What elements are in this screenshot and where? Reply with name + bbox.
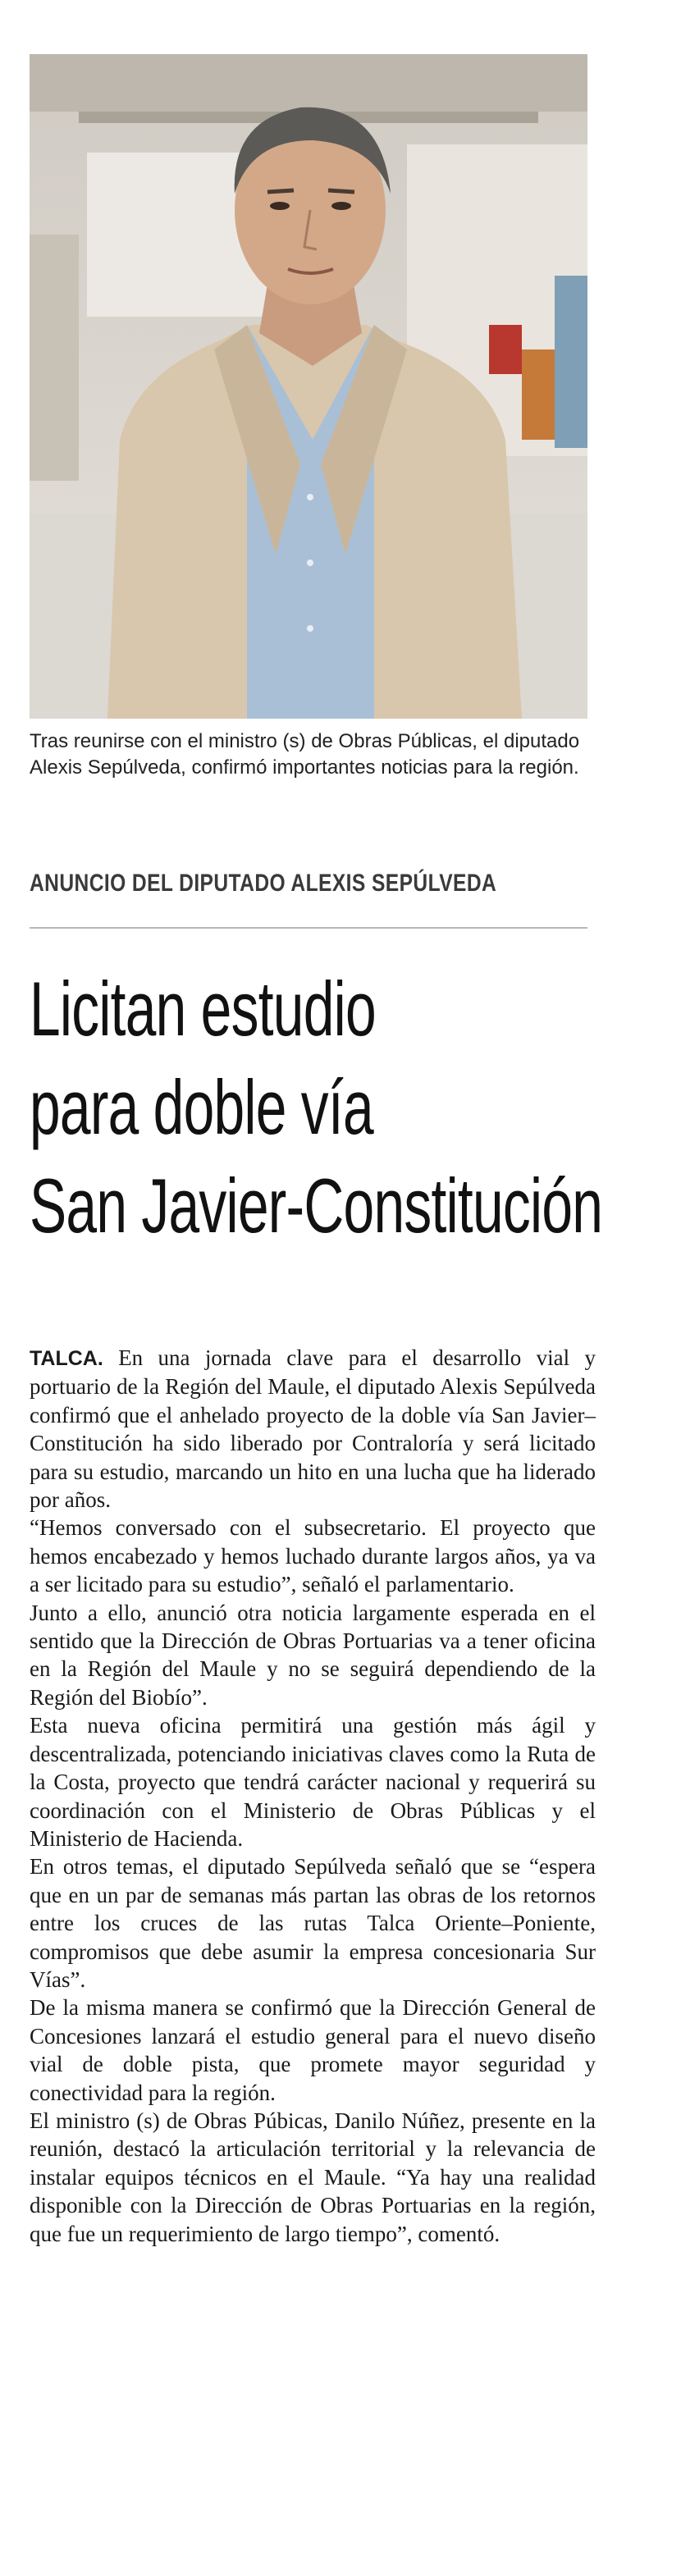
photo-caption: Tras reunirse con el ministro (s) de Obras Públicas, el diputado Alexis Sepúlveda, confirmó importantes noticias para la región. (30, 730, 580, 779)
headline-line-1: Licitan estudio (30, 966, 376, 1052)
paragraph-6: De la misma manera se confirmó que la Dirección General de Concesiones lanzará el estudio general para el nuevo diseño vial de doble pista, que promete mayor seguridad y conectividad para la región. (30, 1995, 596, 2105)
article-headline (30, 960, 603, 1255)
paragraph-1-text: En una jornada clave para el desarrollo vial y portuario de la Región del Maule, el diputado Alexis Sepúlveda confirmó que el anhelado proyecto de la doble vía San Javier–Constitución ha sido liberado por Contraloría y será licitado para su estudio, marcando un hito en una lucha que ha liderado por años. (30, 1345, 596, 1513)
paragraph-2: “Hemos conversado con el subsecretario. El proyecto que hemos encabezado y hemos luchado durante largos años, ya va a ser licitado para su estudio”, señaló el parlamentario. (30, 1515, 596, 1597)
paragraph-5: En otros temas, el diputado Sepúlveda señaló que se “espera que en un par de semanas más partan las obras de los retornos entre los cruces de las rutas Talca Oriente–Poniente, compromisos que debe asumir la empresa concesionaria Sur Vías”. (30, 1854, 596, 1992)
portrait-illustration (30, 54, 587, 719)
article-body (30, 1344, 596, 2248)
paragraph-7: El ministro (s) de Obras Púbicas, Danilo Núñez, presente en la reunión, destacó la articulación territorial y la relevancia de instalar equipos técnicos en el Maule. “Ya hay una realidad disponible con la Dirección de Obras Portuarias en la región, que fue un requerimiento de largo tiempo”, comentó. (30, 2108, 596, 2246)
headline-line-2: para doble vía (30, 1064, 373, 1150)
paragraph-3: Junto a ello, anunció otra noticia largamente esperada en el sentido que la Dirección de Obras Portuarias va a tener oficina en la Región del Maule y no se seguirá dependiendo de la Región del Biobío”. (30, 1600, 596, 1710)
paragraph-4: Esta nueva oficina permitirá una gestión más ágil y descentralizada, potenciando iniciativas claves como la Ruta de la Costa, proyecto que tendrá carácter nacional y requerirá su coordinación con el Ministerio de Obras Públicas y el Ministerio de Hacienda. (30, 1713, 596, 1851)
article-kicker: ANUNCIO DEL DIPUTADO ALEXIS SEPÚLVEDA (30, 870, 497, 897)
headline-line-3: San Javier-Constitución (30, 1162, 603, 1249)
divider (30, 927, 587, 929)
paragraph-1 (30, 1344, 596, 1514)
article-photo (30, 54, 587, 719)
dateline: TALCA. (30, 1347, 103, 1370)
